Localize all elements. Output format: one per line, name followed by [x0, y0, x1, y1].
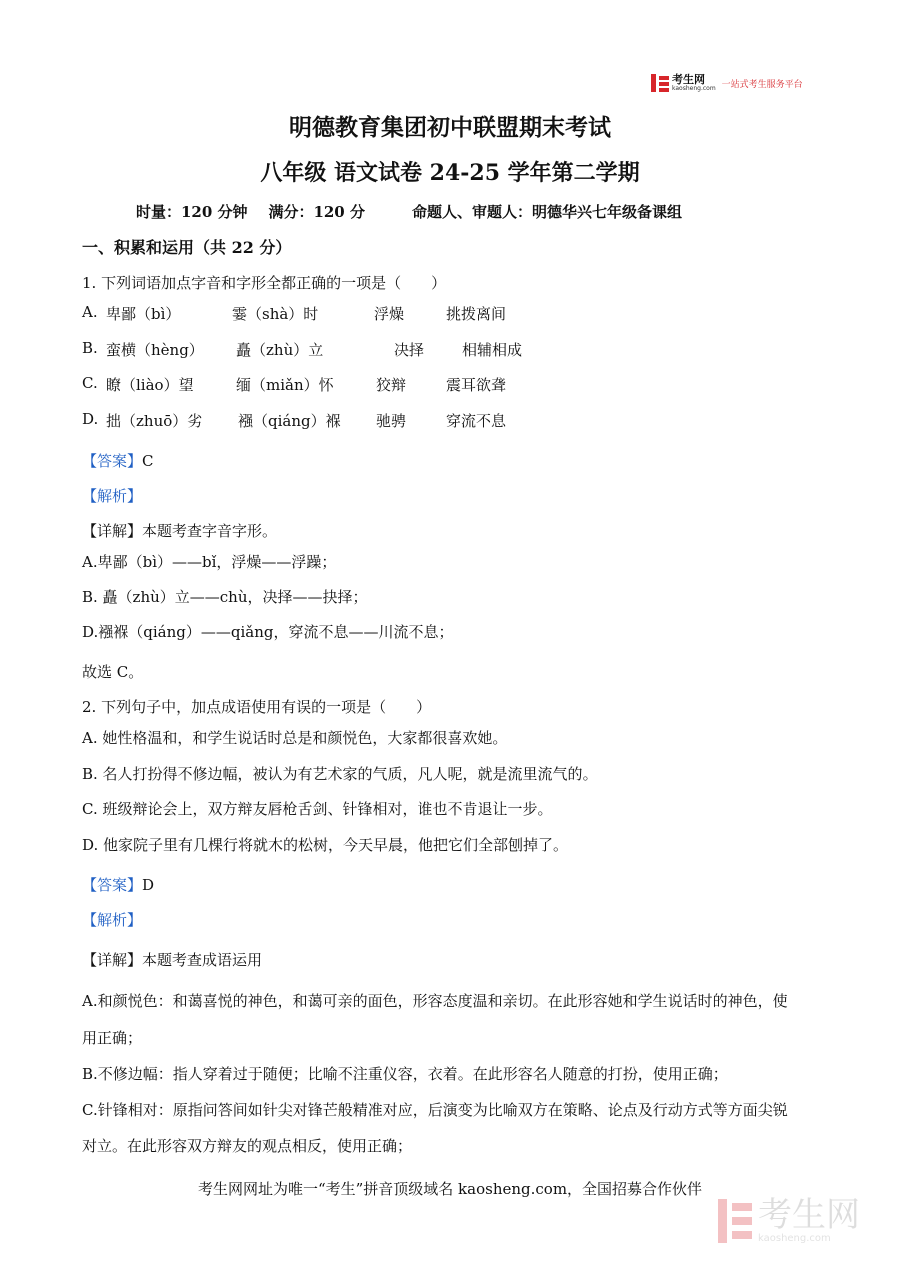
- q2-option-c: C. 班级辩论会上，双方辩友唇枪舌剑、针锋相对，谁也不肯退让一步。: [82, 800, 553, 818]
- q2-stem: 2. 下列句子中，加点成语使用有误的一项是（ ）: [82, 698, 432, 716]
- option-cell: 穿流不息: [446, 412, 507, 430]
- q2-explanation: B.不修边幅：指人穿着过于随便；比喻不注重仪容，衣着。在此形容名人随意的打扮，使用正确；: [82, 1065, 728, 1083]
- q2-analysis-tag: 【解析】: [82, 911, 143, 929]
- option-cell: 驰骋: [376, 412, 407, 430]
- kaosheng-watermark: [718, 1197, 860, 1244]
- exam-subtitle: 八年级 语文试卷 24-25 学年第二学期: [260, 160, 640, 186]
- option-cell: 襁（qiáng）褓: [238, 412, 341, 430]
- q2-answer: [82, 874, 154, 895]
- watermark-name: 考生网: [758, 1195, 860, 1235]
- option-cell: 拙（zhuō）劣: [106, 412, 203, 430]
- q2-option-a: A. 她性格温和，和学生说话时总是和颜悦色，大家都很喜欢她。: [82, 729, 508, 747]
- section-heading: 一、积累和运用（共 22 分）: [82, 238, 292, 257]
- q2-explanation: C.针锋相对：原指问答间如针尖对锋芒般精准对应，后演变为比喻双方在策略、论点及行动方式等方面尖锐: [82, 1101, 788, 1119]
- q1-detail: 【详解】本题考查字音字形。: [82, 522, 278, 540]
- kaosheng-watermark-icon: [718, 1199, 752, 1243]
- page-footer: 考生网网址为唯一“考生”拼音顶级域名 kaosheng.com，全国招募合作伙伴: [197, 1180, 703, 1198]
- option-cell: 决择: [394, 341, 425, 359]
- answer-tag: 【答案】: [82, 452, 143, 470]
- q1-stem: 1. 下列词语加点字音和字形全都正确的一项是（ ）: [82, 274, 447, 292]
- q1-analysis-tag: 【解析】: [82, 487, 143, 505]
- exam-title: 明德教育集团初中联盟期末考试: [289, 114, 611, 141]
- logo-domain: kaosheng.com: [672, 85, 716, 92]
- watermark-domain: kaosheng.com: [758, 1233, 831, 1244]
- exam-info: [136, 201, 682, 222]
- q1-note: B. 矗（zhù）立——chù，决择——抉择；: [82, 588, 368, 606]
- option-cell: 相辅相成: [462, 341, 523, 359]
- answer-value: D: [142, 876, 155, 894]
- option-cell: 挑拨离间: [446, 305, 507, 323]
- q2-option-d: D. 他家院子里有几棵行将就木的松树，今天早晨，他把它们全部刨掉了。: [82, 836, 569, 854]
- answer-tag: 【答案】: [82, 876, 143, 894]
- kaosheng-logo: [651, 72, 803, 94]
- option-cell: 卑鄙（bì）: [106, 305, 181, 323]
- option-cell: 蛮横（hèng）: [106, 341, 204, 359]
- q2-explanation: 对立。在此形容双方辩友的观点相反，使用正确；: [82, 1137, 413, 1155]
- kaosheng-logo-icon: [651, 74, 669, 92]
- q1-note: D.襁褓（qiáng）——qiǎng，穿流不息——川流不息；: [82, 623, 454, 641]
- q1-option-d: D. 拙（zhuō）劣 襁（qiáng）褓 驰骋 穿流不息: [82, 410, 507, 430]
- q2-explanation: 用正确；: [82, 1029, 143, 1047]
- option-cell: 瞭（liào）望: [106, 376, 194, 394]
- q1-answer: [82, 450, 154, 471]
- exam-score: 满分：120 分: [268, 203, 365, 221]
- q2-detail: 【详解】本题考查成语运用: [82, 951, 263, 969]
- exam-time: 时量：120 分钟: [136, 203, 248, 221]
- option-cell: 震耳欲聋: [446, 376, 507, 394]
- option-cell: 狡辩: [376, 376, 407, 394]
- q2-explanation: A.和颜悦色：和蔼喜悦的神色，和蔼可亲的面色，形容态度温和亲切。在此形容她和学生说话时的神色，使: [82, 992, 788, 1010]
- logo-name: 考生网: [672, 73, 705, 86]
- option-cell: 缅（miǎn）怀: [236, 376, 334, 394]
- option-cell: 矗（zhù）立: [236, 341, 324, 359]
- q1-option-c: C. 瞭（liào）望 缅（miǎn）怀 狡辩 震耳欲聋: [82, 374, 507, 394]
- exam-author: 命题人、审题人：明德华兴七年级备课组: [411, 203, 682, 221]
- q1-option-b: B. 蛮横（hèng） 矗（zhù）立 决择 相辅相成: [82, 339, 523, 359]
- q1-note: A.卑鄙（bì）——bǐ，浮燥——浮躁；: [82, 553, 337, 571]
- logo-slogan: 一站式考生服务平台: [721, 79, 803, 90]
- q2-option-b: B. 名人打扮得不修边幅，被认为有艺术家的气质，凡人呢，就是流里流气的。: [82, 765, 598, 783]
- option-cell: 霎（shà）时: [232, 305, 319, 323]
- q1-option-a: A. 卑鄙（bì） 霎（shà）时 浮燥 挑拨离间: [82, 303, 507, 323]
- answer-value: C: [142, 452, 154, 470]
- option-cell: 浮燥: [374, 305, 405, 323]
- q1-conclusion: 故选 C。: [82, 663, 144, 681]
